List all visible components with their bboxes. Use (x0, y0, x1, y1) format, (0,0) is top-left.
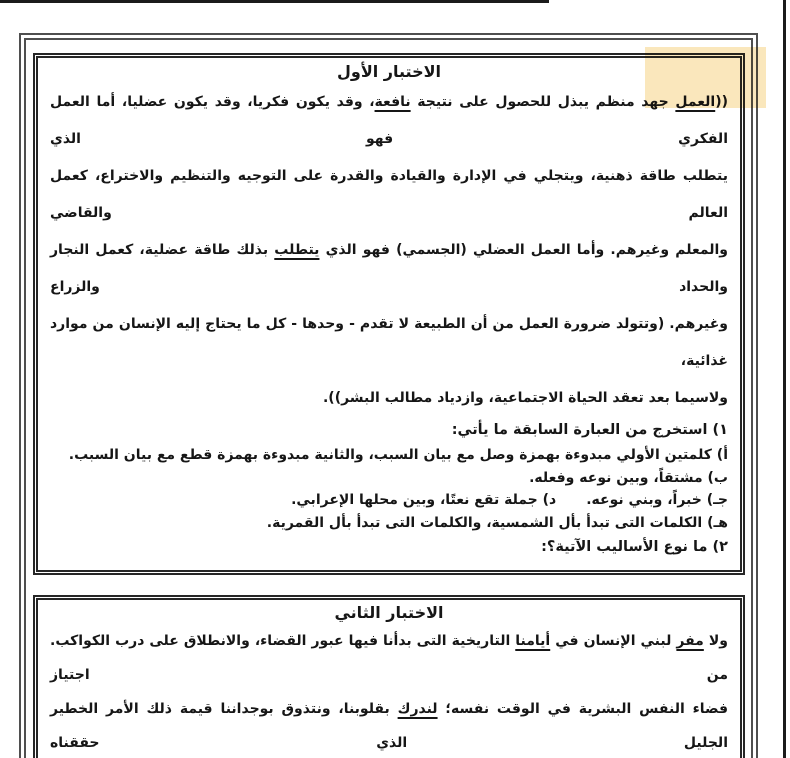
test2-box (33, 595, 745, 758)
question-1c: جـ) خبراً، وبني نوعه. (586, 492, 728, 508)
question-2b (257, 568, 402, 575)
paragraph-line: ولا مفر لبني الإنسان في أيامنا التاريخية التى بدأنا فيها عبور القضاء، والانطلاق على درب الكواكب. من اجتياز (50, 633, 728, 683)
paragraph-line: فضاء النفس البشرية في الوقت نفسه؛ لندرك بقلوبنا، ونتذوق بوجداننا قيمة ذلك الأمر الخطير الجليل الذي حققناه (50, 701, 728, 751)
question-1b: ب) مشتقاً، وبين نوعه وفعله. (529, 470, 728, 486)
paragraph-line: والمعلم وغيرهم. وأما العمل العضلي (الجسمي) فهو الذي يتطلب بذلك طاقة عضلية، كعمل النجار والحداد والزراع (50, 242, 728, 295)
question-1cd-row (50, 489, 728, 512)
question-1e: هـ) الكلمات التى تبدأ بأل الشمسية، والكلمات التى تبدأ بأل القمرية. (266, 515, 728, 531)
question-2a (402, 568, 550, 575)
scan-top-edge-line (0, 0, 549, 3)
test1-box (33, 53, 745, 575)
question-1: ١) استخرج من العبارة السابقة ما يأتي: (451, 422, 728, 438)
question-2: ٢) ما نوع الأساليب الآتية؟: (541, 539, 728, 555)
question-1d: د) جملة تقع نعتًا، وبين محلها الإعرابي. (291, 492, 557, 508)
scan-right-edge-line (783, 0, 786, 758)
paragraph-line: وغيرهم. (وتتولد ضرورة العمل من أن الطبيعة لا تقدم - وحدها - كل ما يحتاج إليه الإنسان من موارد غذائية، (50, 316, 728, 369)
paragraph-line: ((العمل جهد منظم يبذل للحصول على نتيجة نافعة، وقد يكون فكريا، وقد يكون عضليا، أما العمل الفكري فهو الذي (50, 94, 729, 147)
test1-title: الاختبار الأول (336, 62, 441, 81)
test2-title: الاختبار الثاني (334, 603, 444, 622)
paragraph-line: ولاسيما بعد تعقد الحياة الاجتماعية، وازدياد مطالب البشر)). (322, 390, 728, 406)
question-1a: أ) كلمتين الأولي مبدوءة بهمزة وصل مع بيان السبب، والثانية مبدوءة بهمزة قطع مع بيان السبب. (68, 447, 728, 463)
paragraph-line: يتطلب طاقة ذهنية، ويتجلي في الإدارة والقيادة والقدرة على التوجيه والتنظيم والاختراع، كعمل العالم والقاضي (50, 168, 728, 221)
question-2-options-row-1 (50, 568, 728, 575)
